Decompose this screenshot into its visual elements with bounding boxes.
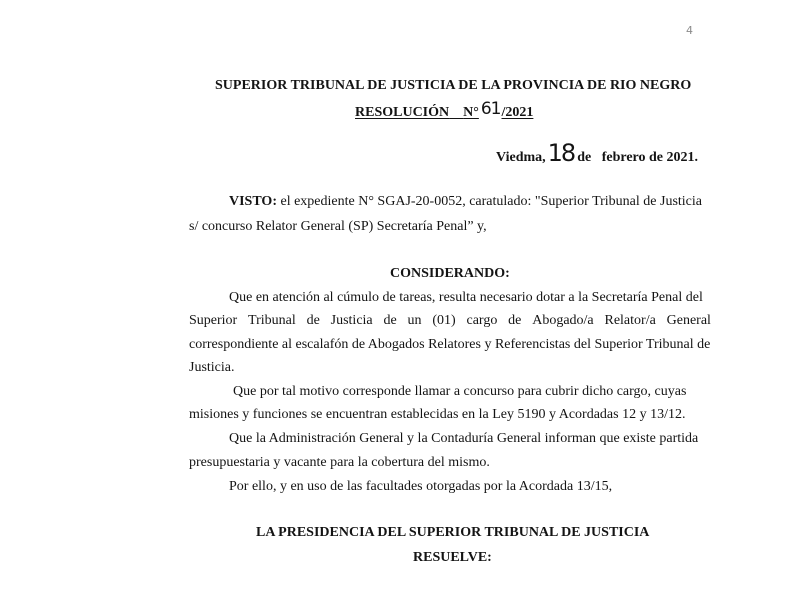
justified-word: Justicia bbox=[330, 313, 373, 328]
justified-word: de bbox=[383, 313, 397, 328]
justified-word: Superior bbox=[189, 313, 238, 328]
considerando-p3-line2: presupuestaria y vacante para la cobertura del mismo. bbox=[189, 455, 490, 470]
visto-label: VISTO: bbox=[229, 194, 277, 209]
resolution-resuelve: RESUELVE: bbox=[413, 550, 492, 565]
justified-word: Abogado/a bbox=[532, 313, 594, 328]
considerando-p1-line3: correspondiente al escalafón de Abogados Relatores y Referencistas del Superior Tribunal de bbox=[189, 337, 711, 352]
justified-word: (01) bbox=[432, 313, 456, 328]
justified-word: Tribunal bbox=[248, 313, 296, 328]
considerando-title: CONSIDERANDO: bbox=[390, 266, 510, 281]
date-city: Viedma, bbox=[496, 150, 546, 165]
visto-line-1 bbox=[229, 193, 702, 211]
considerando-p1-line1: Que en atención al cúmulo de tareas, resulta necesario dotar a la Secretaría Penal del bbox=[229, 290, 703, 305]
considerando-p1-line2 bbox=[189, 312, 711, 330]
justified-word: Relator/a bbox=[604, 313, 656, 328]
visto-line1-text: el expediente N° SGAJ-20-0052, caratulado: "Superior Tribunal de Justicia bbox=[280, 194, 702, 209]
resolution-no-label: N° bbox=[463, 105, 479, 120]
justified-word: un bbox=[407, 313, 422, 328]
visto-line-2: s/ concurso Relator General (SP) Secretaría Penal” y, bbox=[189, 219, 487, 234]
corner-mark: 4 bbox=[686, 24, 693, 37]
justified-word: cargo bbox=[466, 313, 498, 328]
considerando-p1-line4: Justicia. bbox=[189, 360, 235, 375]
considerando-p2-line1: Que por tal motivo corresponde llamar a concurso para cubrir dicho cargo, cuyas bbox=[233, 384, 687, 399]
date-line bbox=[496, 139, 699, 167]
justified-word: General bbox=[666, 313, 711, 328]
resolution-authority: LA PRESIDENCIA DEL SUPERIOR TRIBUNAL DE JUSTICIA bbox=[256, 525, 650, 540]
resolution-year: /2021 bbox=[501, 105, 534, 120]
justified-word: de bbox=[306, 313, 320, 328]
date-rest: de febrero de 2021. bbox=[577, 150, 699, 165]
date-day-handwritten: 18 bbox=[547, 139, 575, 167]
considerando-p4-line1: Por ello, y en uso de las facultades otorgadas por la Acordada 13/15, bbox=[229, 479, 613, 494]
resolution-heading bbox=[355, 99, 534, 122]
considerando-p3-line1: Que la Administración General y la Contaduría General informan que existe partida bbox=[229, 431, 699, 446]
considerando-p2-line2: misiones y funciones se encuentran establecidas en la Ley 5190 y Acordadas 12 y 13/12. bbox=[189, 407, 686, 422]
institution-title: SUPERIOR TRIBUNAL DE JUSTICIA DE LA PROVINCIA DE RIO NEGRO bbox=[215, 78, 692, 93]
resolution-number-handwritten: 61 bbox=[480, 99, 501, 119]
justified-word: de bbox=[508, 313, 522, 328]
resolution-prefix: RESOLUCIÓN bbox=[355, 105, 450, 120]
